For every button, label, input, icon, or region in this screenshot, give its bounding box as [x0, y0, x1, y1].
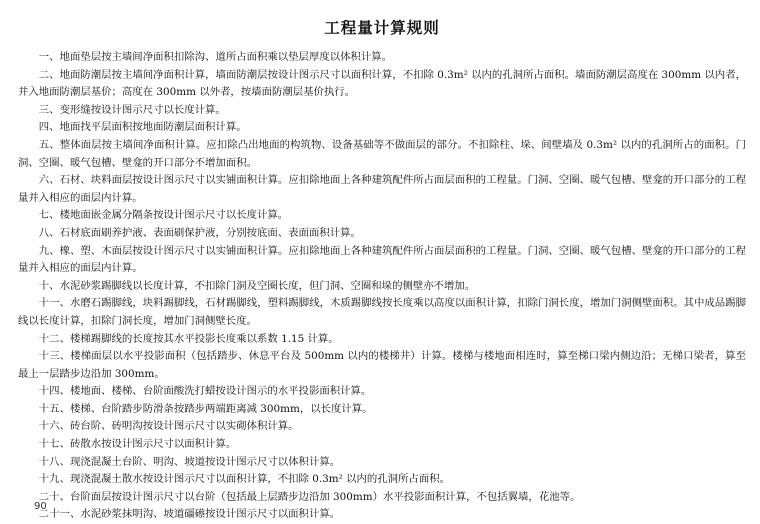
rule-item: 十二、楼梯踢脚线的长度按其水平投影长度乘以系数 1.15 计算。 [38, 332, 339, 345]
rule-item: 六、石材、块料面层按设计图示尺寸以实铺面积计算。应扣除地面上各种建筑配件所占面层面积的工程量。门洞、空圈、暖气包槽、壁龛的开口部分的工程量并入相应的面层内计算。 [18, 174, 746, 204]
rule-item: 二十一、水泥砂浆抹明沟、坡道礓礤按设计图示尺寸以面积计算。 [38, 508, 341, 521]
rule-item: 二十、台阶面层按设计图示尺寸以台阶（包括最上层踏步边沿加 300mm）水平投影面积计算，不包括翼墙，花池等。 [38, 490, 581, 503]
rule-item: 十九、现浇混凝土散水按设计图示尺寸以面积计算，不扣除 0.3m² 以内的孔洞所占面积。 [38, 473, 451, 486]
rule-item: 七、楼地面嵌金属分隔条按设计图示尺寸以长度计算。 [38, 209, 289, 222]
rule-item: 九、橡、塑、木面层按设计图示尺寸以实铺面积计算。应扣除地面上各种建筑配件所占面层面积的工程量。门洞、空圈、暖气包槽、壁龛的开口部分的工程量并入相应的面层内计算。 [18, 244, 746, 275]
page-number: 90 [34, 501, 47, 512]
rule-item: 一、地面垫层按主墙间净面积扣除沟、道所占面积乘以垫层厚度以体积计算。 [38, 51, 393, 63]
rule-item: 十五、楼梯、台阶踏步防滑条按踏步两端距离减 300mm，以长度计算。 [38, 402, 373, 415]
rule-item: 二、地面防潮层按主墙间净面积计算，墙面防潮层按设计图示尺寸以面积计算，不扣除 0.3m² 以内的孔洞所占面积。墙面防潮层高度在 300mm 以内者，并入地面防潮层基价；高度在 300mm 以外者，按墙面防潮层基价执行。 [18, 68, 746, 99]
rule-item: 十六、砖台阶、砖明沟按设计图示尺寸以实砌体积计算。 [38, 420, 299, 433]
rule-item: 五、整体面层按主墙间净面积计算。应扣除凸出地面的构筑物、设备基础等不做面层的部分。不扣除柱、垛、间壁墙及 0.3m² 以内的孔洞所占的面积。门洞、空圈、暖气包槽、壁龛的开口部分不增加面积。 [18, 138, 746, 169]
rule-item: 十一、水磨石踢脚线，块料踢脚线，石材踢脚线，塑料踢脚线，木质踢脚线按长度乘以高度以面积计算，扣除门洞长度，增加门洞侧壁面积。其中成品踢脚线以长度计算，扣除门洞长度，增加门洞侧壁长度。 [18, 297, 746, 327]
rules-list [18, 49, 746, 524]
rule-item: 十七、砖散水按设计图示尺寸以面积计算。 [38, 438, 237, 451]
rule-item: 十、水泥砂浆踢脚线以长度计算，不扣除门洞及空圈长度，但门洞、空圈和垛的侧壁亦不增加。 [38, 279, 476, 292]
document-title: 工程量计算规则 [324, 19, 440, 37]
rule-item: 十四、楼地面、楼梯、台阶面酸洗打蜡按设计图示的水平投影面积计算。 [38, 385, 372, 398]
rule-item: 十三、楼梯面层以水平投影面积（包括踏步、休息平台及 500mm 以内的楼梯井）计算。楼梯与楼地面相连时，算至梯口梁内侧边沿；无梯口梁者，算至最上一层踏步边沿加 300mm。 [18, 350, 746, 380]
rule-item: 四、地面找平层面积按地面防潮层面积计算。 [38, 121, 247, 134]
rule-item: 三、变形缝按设计图示尺寸以长度计算。 [38, 103, 226, 116]
rule-item: 十八、现浇混凝土台阶、明沟、坡道按设计图示尺寸以体积计算。 [38, 455, 341, 468]
rule-item: 八、石材底面刷养护液、表面刷保护液，分别按底面、表面面积计算。 [38, 226, 361, 239]
